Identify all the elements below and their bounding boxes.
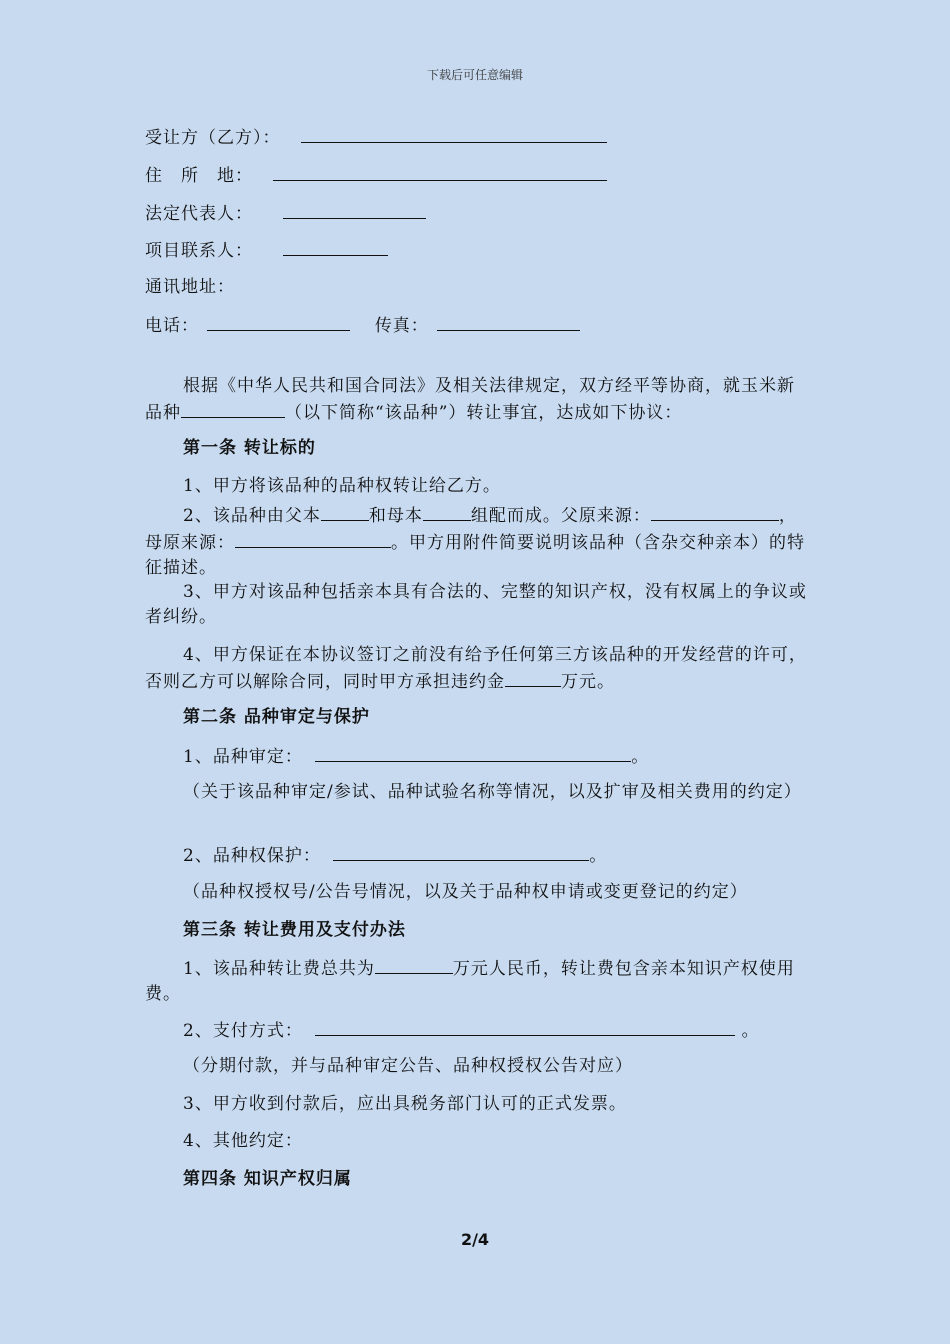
father-source-blank (651, 502, 779, 521)
article-2-item-2 (183, 842, 607, 868)
phone-fax-line (145, 312, 580, 338)
variety-protection-label: 2、品种权保护： (183, 846, 321, 866)
payment-method-end: 。 (741, 1021, 760, 1041)
variety-protection-end: 。 (589, 846, 608, 866)
phone-label: 电话： (145, 316, 199, 336)
item4-text-b: 万元。 (561, 672, 615, 692)
fax-label: 传真： (374, 316, 429, 336)
article-2-item-1-note: （关于该品种审定/参试、品种试验名称等情况，以及扩审及相关费用的约定） (183, 782, 802, 802)
variety-approval-blank (315, 743, 631, 762)
residence-line (145, 162, 607, 188)
article-1-title: 第一条 转让标的 (183, 438, 316, 458)
article-1-item-3: 3、甲方对该品种包括亲本具有合法的、完整的知识产权，没有权属上的争议或者纠纷。 (145, 582, 807, 627)
article-2-item-1 (183, 743, 649, 769)
item2-text-d: ， (778, 506, 797, 526)
mother-blank (423, 502, 471, 521)
fax-blank (437, 312, 580, 331)
residence-blank (273, 162, 607, 181)
contact-label: 项目联系人： (145, 241, 253, 261)
item2-text-c: 组配而成。父原来源： (470, 506, 651, 526)
fee-blank (375, 955, 453, 974)
mother-source-blank (235, 529, 391, 548)
preamble (145, 374, 807, 426)
article-1-item-1: 1、甲方将该品种的品种权转让给乙方。 (183, 476, 501, 496)
residence-label: 住 所 地： (145, 166, 253, 186)
payment-method-blank (315, 1017, 735, 1036)
article-3-title: 第三条 转让费用及支付办法 (183, 920, 406, 940)
article-3-item-4: 4、其他约定： (183, 1131, 303, 1151)
item2-text-a: 2、该品种由父本 (183, 506, 321, 526)
penalty-blank (505, 668, 561, 687)
variety-approval-label: 1、品种审定： (183, 747, 303, 767)
payment-method-label: 2、支付方式： (183, 1021, 303, 1041)
legal-rep-blank (283, 200, 426, 219)
fee-text-a: 1、该品种转让费总共为 (183, 959, 375, 979)
article-3-item-2-note: （分期付款，并与品种审定公告、品种权授权公告对应） (183, 1056, 633, 1076)
total-pages: 4 (477, 1230, 490, 1249)
variety-name-blank (181, 399, 285, 418)
item2-text-e: 母原来源： (145, 533, 235, 553)
contact-line (145, 237, 388, 263)
assignee-line (145, 124, 607, 150)
address-line (145, 275, 235, 299)
page-number: 2/4 (460, 1230, 490, 1249)
variety-approval-end: 。 (631, 747, 650, 767)
phone-blank (207, 312, 350, 331)
fee-text-b: 万元人民币，转让费包含亲本知识产权使用费。 (145, 959, 795, 1004)
article-3-item-2 (183, 1017, 760, 1043)
article-3-item-1 (145, 955, 807, 1007)
article-2-title: 第二条 品种审定与保护 (183, 707, 370, 727)
article-4-title: 第四条 知识产权归属 (183, 1169, 352, 1189)
preamble-text-2: （以下简称“该品种”）转让事宜，达成如下协议： (285, 403, 683, 423)
item2-text-f: 。甲方用附件简要说明该品种（含杂交种亲本）的特征描述。 (145, 533, 805, 578)
item4-text-a: 4、甲方保证在本协议签订之前没有给予任何第三方该品种的开发经营的许可，否则乙方可以解除合同，同时甲方承担违约金 (145, 645, 807, 692)
legal-rep-label: 法定代表人： (145, 204, 253, 224)
preamble-text-1: 根据《中华人民共和国合同法》及相关法律规定，双方经平等协商，就玉米新品种 (145, 376, 795, 423)
assignee-label: 受让方（乙方）： (145, 128, 281, 148)
article-2-item-2-note: （品种权授权号/公告号情况，以及关于品种权申请或变更登记的约定） (183, 882, 748, 902)
article-3-item-3: 3、甲方收到付款后，应出具税务部门认可的正式发票。 (183, 1094, 627, 1114)
item2-text-b: 和母本 (368, 506, 423, 526)
address-label: 通讯地址： (145, 277, 235, 297)
article-1-item-4 (145, 643, 807, 695)
article-1-item-2 (145, 502, 807, 581)
header-note: 下载后可任意编辑 (426, 68, 523, 82)
variety-protection-blank (333, 842, 589, 861)
father-blank (321, 502, 369, 521)
legal-rep-line (145, 200, 426, 226)
contact-blank (283, 237, 388, 256)
assignee-blank (301, 124, 607, 143)
current-page: 2 (460, 1230, 473, 1249)
